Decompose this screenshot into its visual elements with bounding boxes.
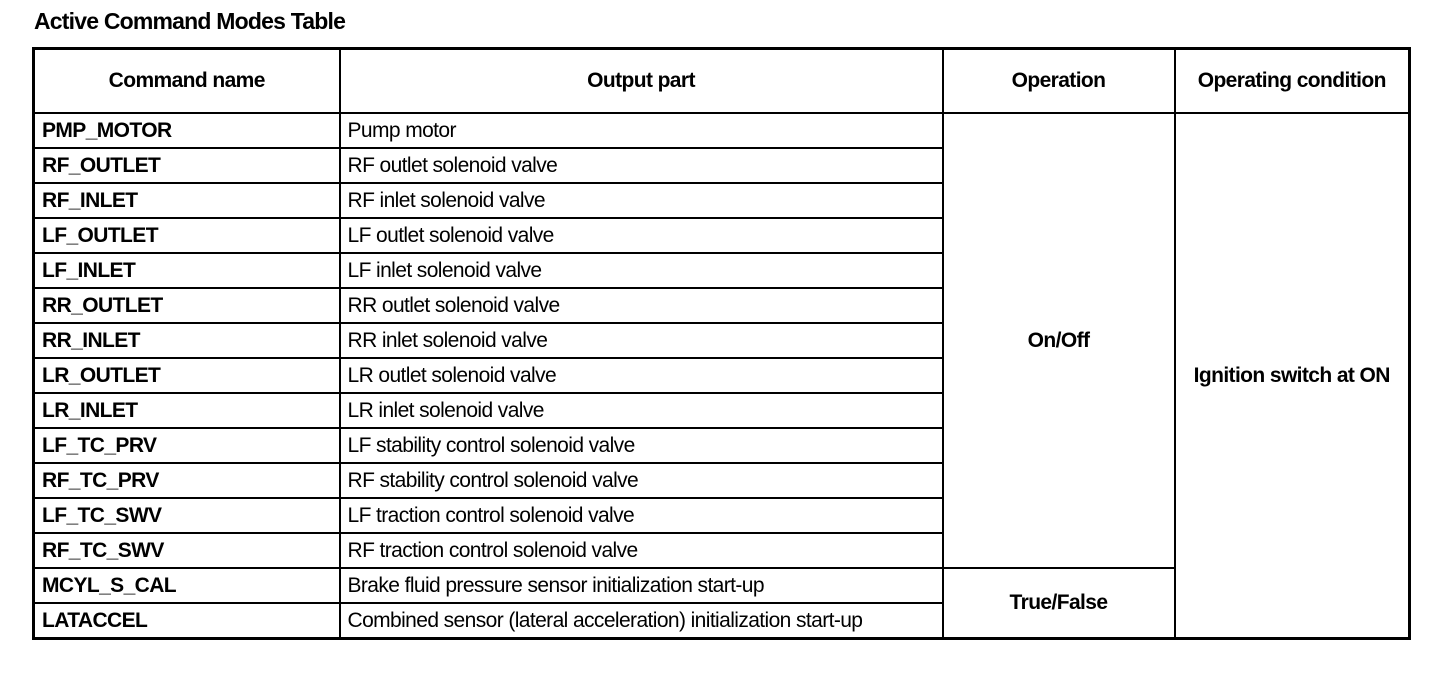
output-part-cell: LF stability control solenoid valve [340, 428, 943, 463]
column-header-output-part: Output part [340, 49, 943, 114]
output-part-cell: LR inlet solenoid valve [340, 393, 943, 428]
command-name-cell: RF_INLET [34, 183, 340, 218]
output-part-cell: LF inlet solenoid valve [340, 253, 943, 288]
command-name-cell: RF_TC_PRV [34, 463, 340, 498]
output-part-cell: LF traction control solenoid valve [340, 498, 943, 533]
column-header-operating-condition: Operating condition [1175, 49, 1410, 114]
output-part-cell: RR outlet solenoid valve [340, 288, 943, 323]
output-part-cell: Combined sensor (lateral acceleration) initialization start-up [340, 603, 943, 639]
output-part-cell: RF traction control solenoid valve [340, 533, 943, 568]
table-row [34, 113, 1410, 148]
command-name-cell: MCYL_S_CAL [34, 568, 340, 603]
command-name-cell: RF_TC_SWV [34, 533, 340, 568]
header-row [34, 49, 1410, 114]
column-header-operation: Operation [943, 49, 1175, 114]
output-part-cell: Brake fluid pressure sensor initialization start-up [340, 568, 943, 603]
output-part-cell: RR inlet solenoid valve [340, 323, 943, 358]
output-part-cell: RF outlet solenoid valve [340, 148, 943, 183]
column-header-command-name: Command name [34, 49, 340, 114]
output-part-cell: Pump motor [340, 113, 943, 148]
table-title: Active Command Modes Table [34, 8, 346, 34]
command-name-cell: LF_TC_PRV [34, 428, 340, 463]
operation-cell-on-off: On/Off [943, 113, 1175, 568]
command-name-cell: LF_TC_SWV [34, 498, 340, 533]
command-name-cell: LATACCEL [34, 603, 340, 639]
command-name-cell: LR_OUTLET [34, 358, 340, 393]
operating-condition-cell: Ignition switch at ON [1175, 113, 1410, 639]
output-part-cell: RF inlet solenoid valve [340, 183, 943, 218]
command-name-cell: LR_INLET [34, 393, 340, 428]
output-part-cell: RF stability control solenoid valve [340, 463, 943, 498]
output-part-cell: LF outlet solenoid valve [340, 218, 943, 253]
command-name-cell: LF_INLET [34, 253, 340, 288]
command-name-cell: RR_OUTLET [34, 288, 340, 323]
operation-cell-true-false: True/False [943, 568, 1175, 639]
command-name-cell: LF_OUTLET [34, 218, 340, 253]
command-name-cell: PMP_MOTOR [34, 113, 340, 148]
output-part-cell: LR outlet solenoid valve [340, 358, 943, 393]
command-name-cell: RF_OUTLET [34, 148, 340, 183]
active-command-modes-table [32, 47, 1411, 640]
command-name-cell: RR_INLET [34, 323, 340, 358]
